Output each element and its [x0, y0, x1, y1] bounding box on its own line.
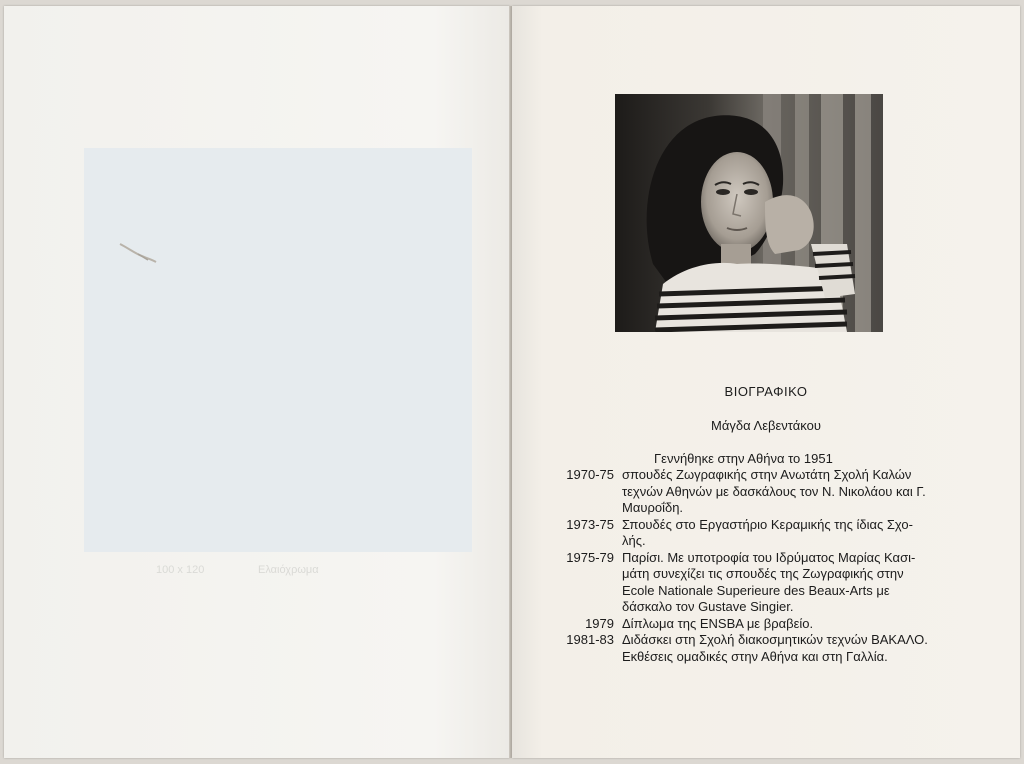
bio-entry — [546, 517, 986, 550]
entry-line: Εκθέσεις ομαδικές στην Αθήνα και στη Γαλλία. — [622, 648, 888, 664]
blemish-mark — [118, 242, 158, 264]
left-page — [4, 6, 510, 758]
faded-artwork-plate — [84, 148, 472, 552]
entry-text — [622, 632, 986, 665]
entry-line: Σπουδές στο Εργαστήριο Κεραμικής της ίδιας Σχο- — [622, 516, 913, 532]
entry-line: δάσκαλο τον Gustave Singier. — [622, 599, 794, 614]
entry-line: Παρίσι. Με υποτροφία του Ιδρύματος Μαρίας Κασι- — [622, 549, 916, 565]
bio-entry — [546, 616, 986, 633]
entry-line: Μαυροΐδη. — [622, 500, 684, 515]
bio-entry — [546, 467, 986, 517]
entry-line: Δίπλωμα της ENSBA με βραβείο. — [622, 615, 814, 631]
bio-entry — [546, 632, 986, 665]
entry-year: 1973-75 — [566, 516, 614, 532]
artwork-size-caption: 100 x 120 — [156, 564, 205, 576]
biography-entries — [546, 467, 986, 665]
entry-text — [622, 517, 986, 550]
entry-line: λής. — [622, 533, 646, 548]
entry-line: σπουδές Ζωγραφικής στην Ανωτάτη Σχολή Καλών — [622, 467, 912, 482]
entry-line: Διδάσκει στη Σχολή διακοσμητικών τεχνών ΒΑΚΑΛΟ. — [622, 632, 928, 647]
portrait-photo — [615, 94, 883, 332]
artwork-medium-caption: Ελαιόχρωμα — [258, 564, 319, 576]
biography-title: ΒΙΟΓΡΑΦΙΚΟ — [724, 384, 808, 399]
birth-line: Γεννήθηκε στην Αθήνα το 1951 — [654, 451, 833, 466]
entry-line: Ecole Nationale Superieure des Beaux-Arts με — [622, 582, 890, 598]
entry-year: 1981-83 — [566, 632, 614, 647]
entry-text — [622, 616, 986, 633]
bio-entry — [546, 550, 986, 616]
entry-line: μάτη συνεχίζει τις σπουδές της Ζωγραφικής στην — [622, 566, 904, 581]
author-name: Μάγδα Λεβεντάκου — [711, 418, 821, 433]
right-page — [512, 6, 1020, 758]
entry-text — [622, 550, 986, 616]
entry-year: 1975-79 — [566, 549, 614, 565]
entry-line: τεχνών Αθηνών με δασκάλους τον Ν. Νικολάου και Γ. — [622, 483, 926, 499]
entry-year: 1979 — [585, 615, 614, 631]
entry-text — [622, 467, 986, 517]
entry-year: 1970-75 — [566, 467, 614, 482]
